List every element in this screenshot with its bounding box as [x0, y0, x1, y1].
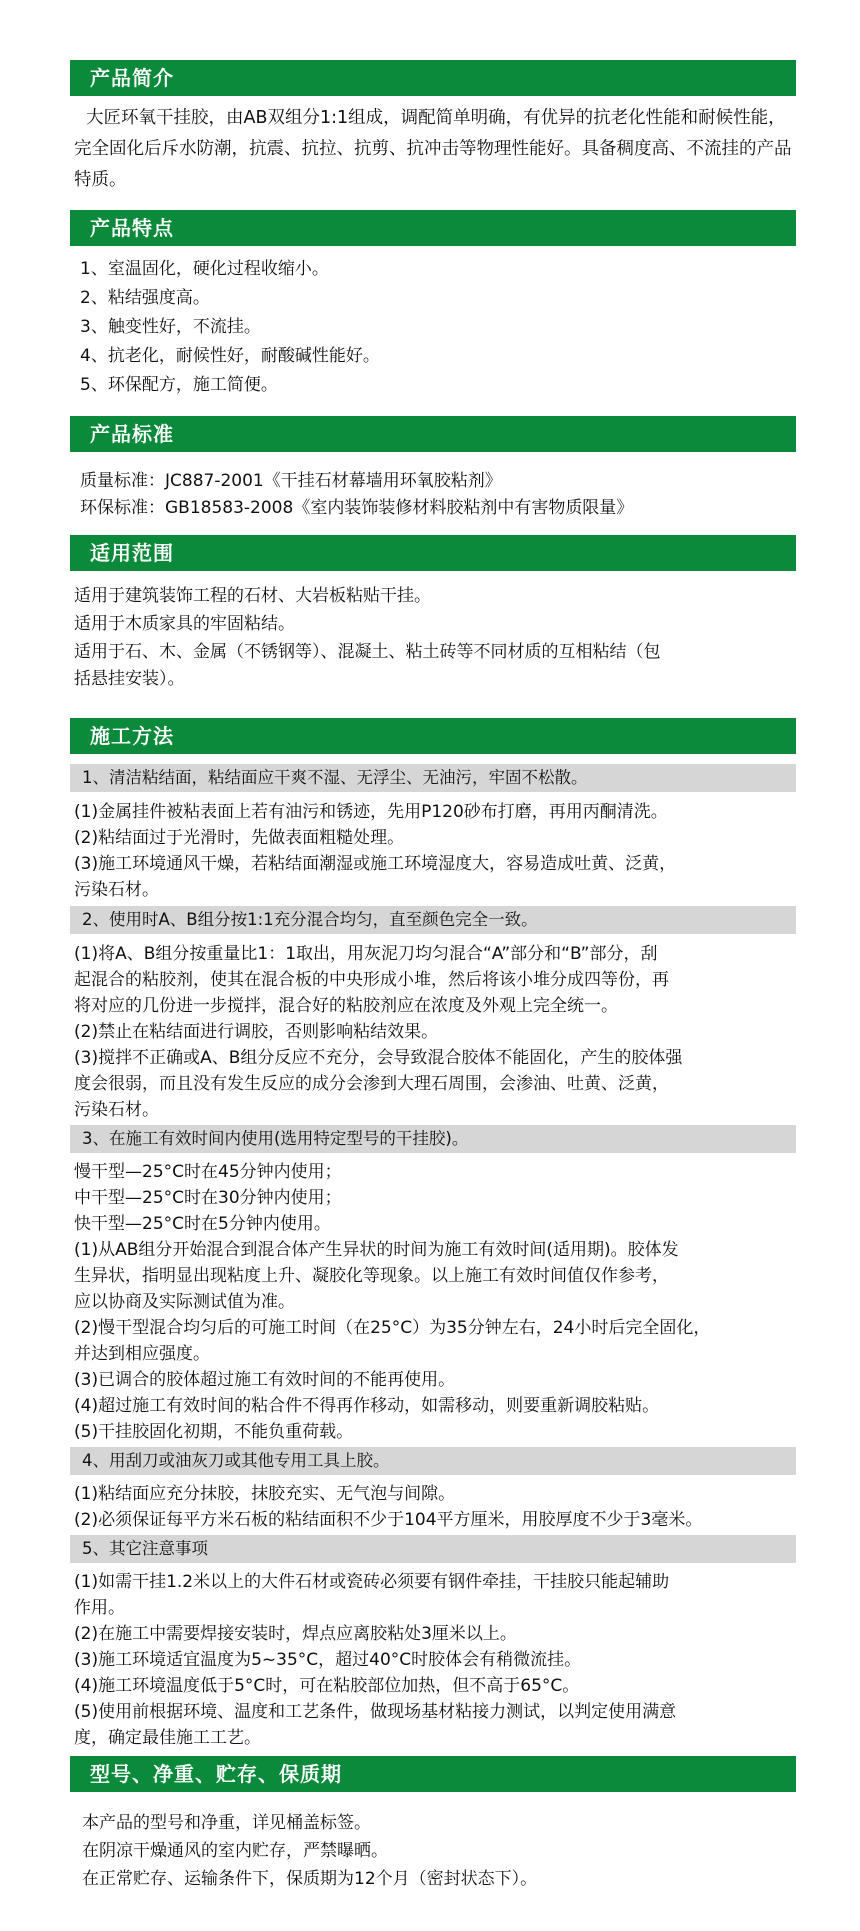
step-line: (2)粘结面过于光滑时，先做表面粗糙处理。: [74, 828, 405, 848]
standard-item: 环保标准：GB18583-2008《室内装饰装修材料胶粘剂中有害物质限量》: [80, 498, 634, 518]
feature-item: 3、触变性好，不流挂。: [80, 317, 261, 337]
step-line: (1)将A、B组分按重量比1：1取出，用灰泥刀均匀混合“A”部分和“B”部分，刮: [74, 944, 658, 964]
step-line: (1)如需干挂1.2米以上的大件石材或瓷砖必须要有钢件牵挂，干挂胶只能起辅助: [74, 1572, 670, 1592]
step-line: (1)粘结面应充分抹胶，抹胶充实、无气泡与间隙。: [74, 1484, 456, 1504]
storage-item: 在阴凉干燥通风的室内贮存，严禁曝晒。: [82, 1841, 388, 1861]
step-line: 将对应的几份进一步搅拌，混合好的粘胶剂应在浓度及外观上完全统一。: [74, 996, 618, 1016]
step-line: (3)搅拌不正确或A、B组分反应不充分，会导致混合胶体不能固化，产生的胶体强: [74, 1048, 683, 1068]
step-heading-text: 5、其它注意事项: [82, 1539, 208, 1558]
step-line: 中干型—25°C时在30分钟内使用；: [74, 1188, 342, 1208]
step-line: (2)禁止在粘结面进行调胶，否则影响粘结效果。: [74, 1022, 439, 1042]
step-line: (2)慢干型混合均匀后的可施工时间（在25°C）为35分钟左右，24小时后完全固化，: [74, 1318, 711, 1338]
section-header-intro: [70, 60, 796, 96]
step-line: 应以协商及实际测试值为准。: [74, 1292, 295, 1312]
scope-item: 适用于石、木、金属（不锈钢等）、混凝土、粘土砖等不同材质的互相粘结（包: [74, 642, 661, 662]
step-line: 生异状，指明显出现粘度上升、凝胶化等现象。以上施工有效时间值仅作参考，: [74, 1266, 669, 1286]
step-line: 起混合的粘胶剂，使其在混合板的中央形成小堆，然后将该小堆分成四等份，再: [74, 970, 669, 990]
standard-item: 质量标准：JC887-2001《干挂石材幕墙用环氧胶粘剂》: [80, 471, 502, 491]
step-line: (2)在施工中需要焊接安装时，焊点应离胶粘处3厘米以上。: [74, 1624, 517, 1644]
feature-item: 2、粘结强度高。: [80, 288, 210, 308]
section-header-standards: [70, 416, 796, 452]
section-header-storage: [70, 1756, 796, 1792]
step-line: 慢干型—25°C时在45分钟内使用；: [74, 1162, 342, 1182]
step-heading-2: [70, 906, 796, 934]
step-line: 作用。: [74, 1598, 125, 1618]
storage-item: 本产品的型号和净重，详见桶盖标签。: [82, 1813, 371, 1833]
step-heading-text: 2、使用时A、B组分按1:1充分混合均匀，直至颜色完全一致。: [82, 910, 538, 929]
section-title: 产品特点: [90, 216, 174, 240]
step-line: (5)使用前根据环境、温度和工艺条件，做现场基材粘接力测试，以判定使用满意: [74, 1702, 677, 1722]
step-line: 快干型—25°C时在5分钟内使用。: [74, 1214, 331, 1234]
section-header-scope: [70, 535, 796, 571]
feature-item: 1、室温固化，硬化过程收缩小。: [80, 259, 329, 279]
step-line: 并达到相应强度。: [74, 1344, 210, 1364]
step-heading-3: [70, 1125, 796, 1153]
step-line: (3)施工环境通风干燥，若粘结面潮湿或施工环境湿度大，容易造成吐黄、泛黄，: [74, 854, 677, 874]
step-line: (4)施工环境温度低于5°C时，可在粘胶部位加热，但不高于65°C。: [74, 1676, 580, 1696]
section-title: 型号、净重、贮存、保质期: [90, 1762, 342, 1786]
scope-item: 适用于建筑装饰工程的石材、大岩板粘贴干挂。: [74, 586, 431, 606]
step-line: 污染石材。: [74, 880, 159, 900]
section-header-features: [70, 210, 796, 246]
intro-paragraph: 大匠环氧干挂胶，由AB双组分1:1组成，调配简单明确，有优异的抗老化性能和耐候性能，完全固化后斥水防潮，抗震、抗拉、抗剪、抗冲击等物理性能好。具备稠度高、不流挂的产品特质。: [74, 108, 792, 190]
section-title: 适用范围: [90, 541, 174, 565]
step-line: (3)已调合的胶体超过施工有效时间的不能再使用。: [74, 1370, 456, 1390]
section-title: 产品简介: [90, 66, 174, 90]
storage-item: 在正常贮存、运输条件下，保质期为12个月（密封状态下）。: [82, 1869, 538, 1889]
step-heading-text: 3、在施工有效时间内使用(选用特定型号的干挂胶)。: [82, 1129, 469, 1148]
section-title: 施工方法: [90, 724, 174, 748]
step-heading-text: 4、用刮刀或油灰刀或其他专用工具上胶。: [82, 1451, 390, 1470]
step-line: 度会很弱，而且没有发生反应的成分会渗到大理石周围，会渗油、吐黄、泛黄，: [74, 1074, 669, 1094]
step-line: 度，确定最佳施工工艺。: [74, 1728, 261, 1748]
step-heading-4: [70, 1447, 796, 1475]
step-heading-1: [70, 764, 796, 792]
step-line: (2)必须保证每平方米石板的粘结面积不少于104平方厘米，用胶厚度不少于3毫米。: [74, 1510, 703, 1530]
step-line: (3)施工环境适宜温度为5~35°C，超过40°C时胶体会有稍微流挂。: [74, 1650, 582, 1670]
feature-item: 4、抗老化，耐候性好，耐酸碱性能好。: [80, 346, 380, 366]
step-heading-text: 1、清洁粘结面，粘结面应干爽不湿、无浮尘、无油污，牢固不松散。: [82, 768, 588, 787]
scope-item: 括悬挂安装）。: [74, 669, 185, 689]
section-header-method: [70, 718, 796, 754]
step-line: (1)金属挂件被粘表面上若有油污和锈迹，先用P120砂布打磨，再用丙酮清洗。: [74, 802, 668, 822]
section-title: 产品标准: [90, 422, 174, 446]
scope-item: 适用于木质家具的牢固粘结。: [74, 614, 295, 634]
step-line: 污染石材。: [74, 1100, 159, 1120]
feature-item: 5、环保配方，施工简便。: [80, 375, 278, 395]
step-line: (5)干挂胶固化初期，不能负重荷载。: [74, 1422, 354, 1442]
step-line: (1)从AB组分开始混合到混合体产生异状的时间为施工有效时间(适用期)。胶体发: [74, 1240, 679, 1260]
step-heading-5: [70, 1535, 796, 1563]
step-line: (4)超过施工有效时间的粘合件不得再作移动，如需移动，则要重新调胶粘贴。: [74, 1396, 660, 1416]
